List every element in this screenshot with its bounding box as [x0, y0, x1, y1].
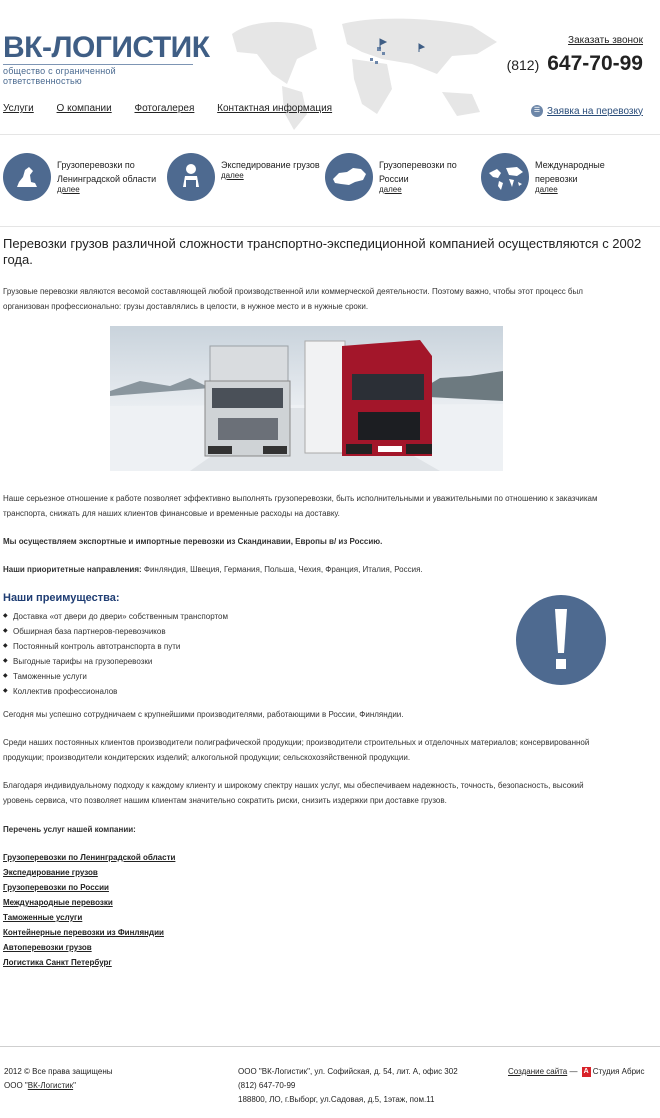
services-link-russia[interactable]: Грузоперевозки по России [3, 883, 109, 892]
services-strip [0, 135, 660, 227]
monument-icon [3, 153, 51, 201]
logo[interactable] [3, 33, 210, 86]
service-name: Грузоперевозки по Ленинградской области [57, 160, 157, 184]
service-more-link[interactable]: далее [379, 185, 402, 194]
footer-company [4, 1079, 112, 1093]
services-link-auto[interactable]: Автоперевозки грузов [3, 943, 92, 952]
header [0, 0, 660, 135]
intro-text: Грузовые перевозки являются весомой составляющей любой производственной или коммерческой деятельности. Поэтому важно, чтобы этот процесс был организован профессионально: грузы доставлялись в целости, в нужное место и в нужные сроки. [3, 287, 583, 311]
services-list-title: Перечень услуг нашей компании: [3, 825, 136, 834]
logo-title: ВК-ЛОГИСТИК [3, 31, 210, 64]
services-link-international[interactable]: Международные перевозки [3, 898, 113, 907]
services-link-leningrad[interactable]: Грузоперевозки по Ленинградской области [3, 853, 176, 862]
copyright-text: 2012 © Все права защищены [4, 1067, 113, 1076]
order-link[interactable] [531, 105, 643, 117]
page-title: Перевозки грузов различной сложности транспортно-экспедиционной компанией осуществляются с 2002 года. [3, 236, 642, 267]
service-more-link[interactable]: далее [57, 185, 80, 194]
nav-item-about[interactable]: О компании [56, 103, 112, 114]
service-item-russia[interactable] [325, 153, 485, 205]
nav-item-gallery[interactable]: Фотогалерея [134, 103, 195, 114]
footer-address: ООО "ВК-Логистик", ул. Софийская, д. 54, лит. А, офис 302 [238, 1067, 458, 1076]
phone-code: (812) [506, 57, 540, 73]
services-list [3, 850, 175, 970]
advantages-list [3, 609, 228, 699]
nav-item-services[interactable]: Услуги [3, 103, 34, 114]
footer-contacts [238, 1065, 458, 1107]
nav-item-contacts[interactable]: Контактная информация [217, 103, 333, 114]
service-name: Международные перевозки [535, 160, 605, 184]
clients-text: Среди наших постоянных клиентов производители полиграфической продукции; производители строительных и отделочных материалов; консервированной продукции; производители кондитерских изделий; алкогольной продукции; сельскохозяйственной продукции. [3, 738, 590, 762]
phone [507, 52, 643, 76]
order-link-label: Заявка на перевозку [547, 105, 643, 117]
footer [0, 1046, 660, 1118]
company-prefix: ООО " [4, 1081, 28, 1090]
list-item: ◆ Выгодные тарифы на грузоперевозки [3, 654, 228, 669]
main-nav [3, 103, 352, 114]
russia-map-icon [325, 153, 373, 201]
services-link-logistics[interactable]: Логистика Санкт Петербург [3, 958, 112, 967]
service-more-link[interactable]: далее [535, 185, 558, 194]
list-item: ◆ Таможенные услуги [3, 669, 228, 684]
callback-link[interactable]: Заказать звонок [568, 35, 643, 46]
services-link-customs[interactable]: Таможенные услуги [3, 913, 83, 922]
directions-label: Наши приоритетные направления: [3, 565, 142, 574]
advantages-title: Наши преимущества: [3, 592, 120, 604]
exclamation-icon [516, 595, 606, 685]
list-item: ◆ Доставка «от двери до двери» собственным транспортом [3, 609, 228, 624]
phone-number: 647-70-99 [547, 52, 643, 75]
footer-credits [508, 1065, 645, 1079]
company-suffix: " [73, 1081, 76, 1090]
footer-address-2: 188800, ЛО, г.Выборг, ул.Садовая, д.5, 1этаж, пом.11 [238, 1095, 435, 1104]
trucks-photo [110, 326, 503, 471]
individual-text: Благодаря индивидуальному подходу к каждому клиенту и широкому спектру наших услуг, мы обеспечиваем надежность, точность, безопасность, высокий уровень сервиса, что позволяет нашим клиентам значительно сократить риски, снизить издержки при доставке грузов. [3, 781, 584, 805]
footer-copyright [4, 1065, 112, 1093]
directions-text [3, 562, 423, 577]
world-map-icon [222, 14, 507, 132]
service-more-link[interactable]: далее [221, 171, 244, 180]
list-item: ◆ Обширная база партнеров-перевозчиков [3, 624, 228, 639]
service-item-international[interactable] [481, 153, 641, 205]
logo-subtitle: общество с ограниченной ответственностью [3, 64, 193, 86]
service-item-forwarding[interactable] [167, 153, 327, 205]
company-link[interactable]: ВК-Логистик [27, 1081, 74, 1090]
site-creation-link[interactable]: Создание сайта [508, 1067, 568, 1076]
globe-icon [481, 153, 529, 201]
abris-logo-icon: A [583, 1067, 589, 1075]
export-text: Мы осуществляем экспортные и импортные перевозки из Скандинавии, Европы в/ из Россию. [3, 537, 383, 546]
list-item: ◆ Коллектив профессионалов [3, 684, 228, 699]
services-link-forwarding[interactable]: Экспедирование грузов [3, 868, 98, 877]
studio-name: Студия Абрис [592, 1067, 645, 1076]
directions-list: Финляндия, Швеция, Германия, Польша, Чехия, Франция, Италия, Россия. [141, 565, 423, 574]
service-name: Экспедирование грузов [221, 160, 320, 170]
service-item-leningrad[interactable] [3, 153, 163, 205]
footer-phone: (812) 647-70-99 [238, 1081, 296, 1090]
main-content [3, 236, 643, 967]
services-link-containers[interactable]: Контейнерные перевозки из Финляндии [3, 928, 164, 937]
today-text: Сегодня мы успешно сотрудничаем с крупнейшими производителями, работающими в России, Финляндии. [3, 710, 404, 719]
service-name: Грузоперевозки по России [379, 160, 457, 184]
forwarder-icon [167, 153, 215, 201]
credits-dash: — [567, 1067, 580, 1076]
list-icon: ☰ [531, 105, 543, 117]
attitude-text: Наше серьезное отношение к работе позволяет эффективно выполнять грузоперевозки, быть исполнительными и уважительными по отношению к заказчикам транспорта, снижать для наших клиентов финансовые и временные расходы на доставку. [3, 494, 598, 518]
list-item: ◆ Постоянный контроль автотранспорта в пути [3, 639, 228, 654]
